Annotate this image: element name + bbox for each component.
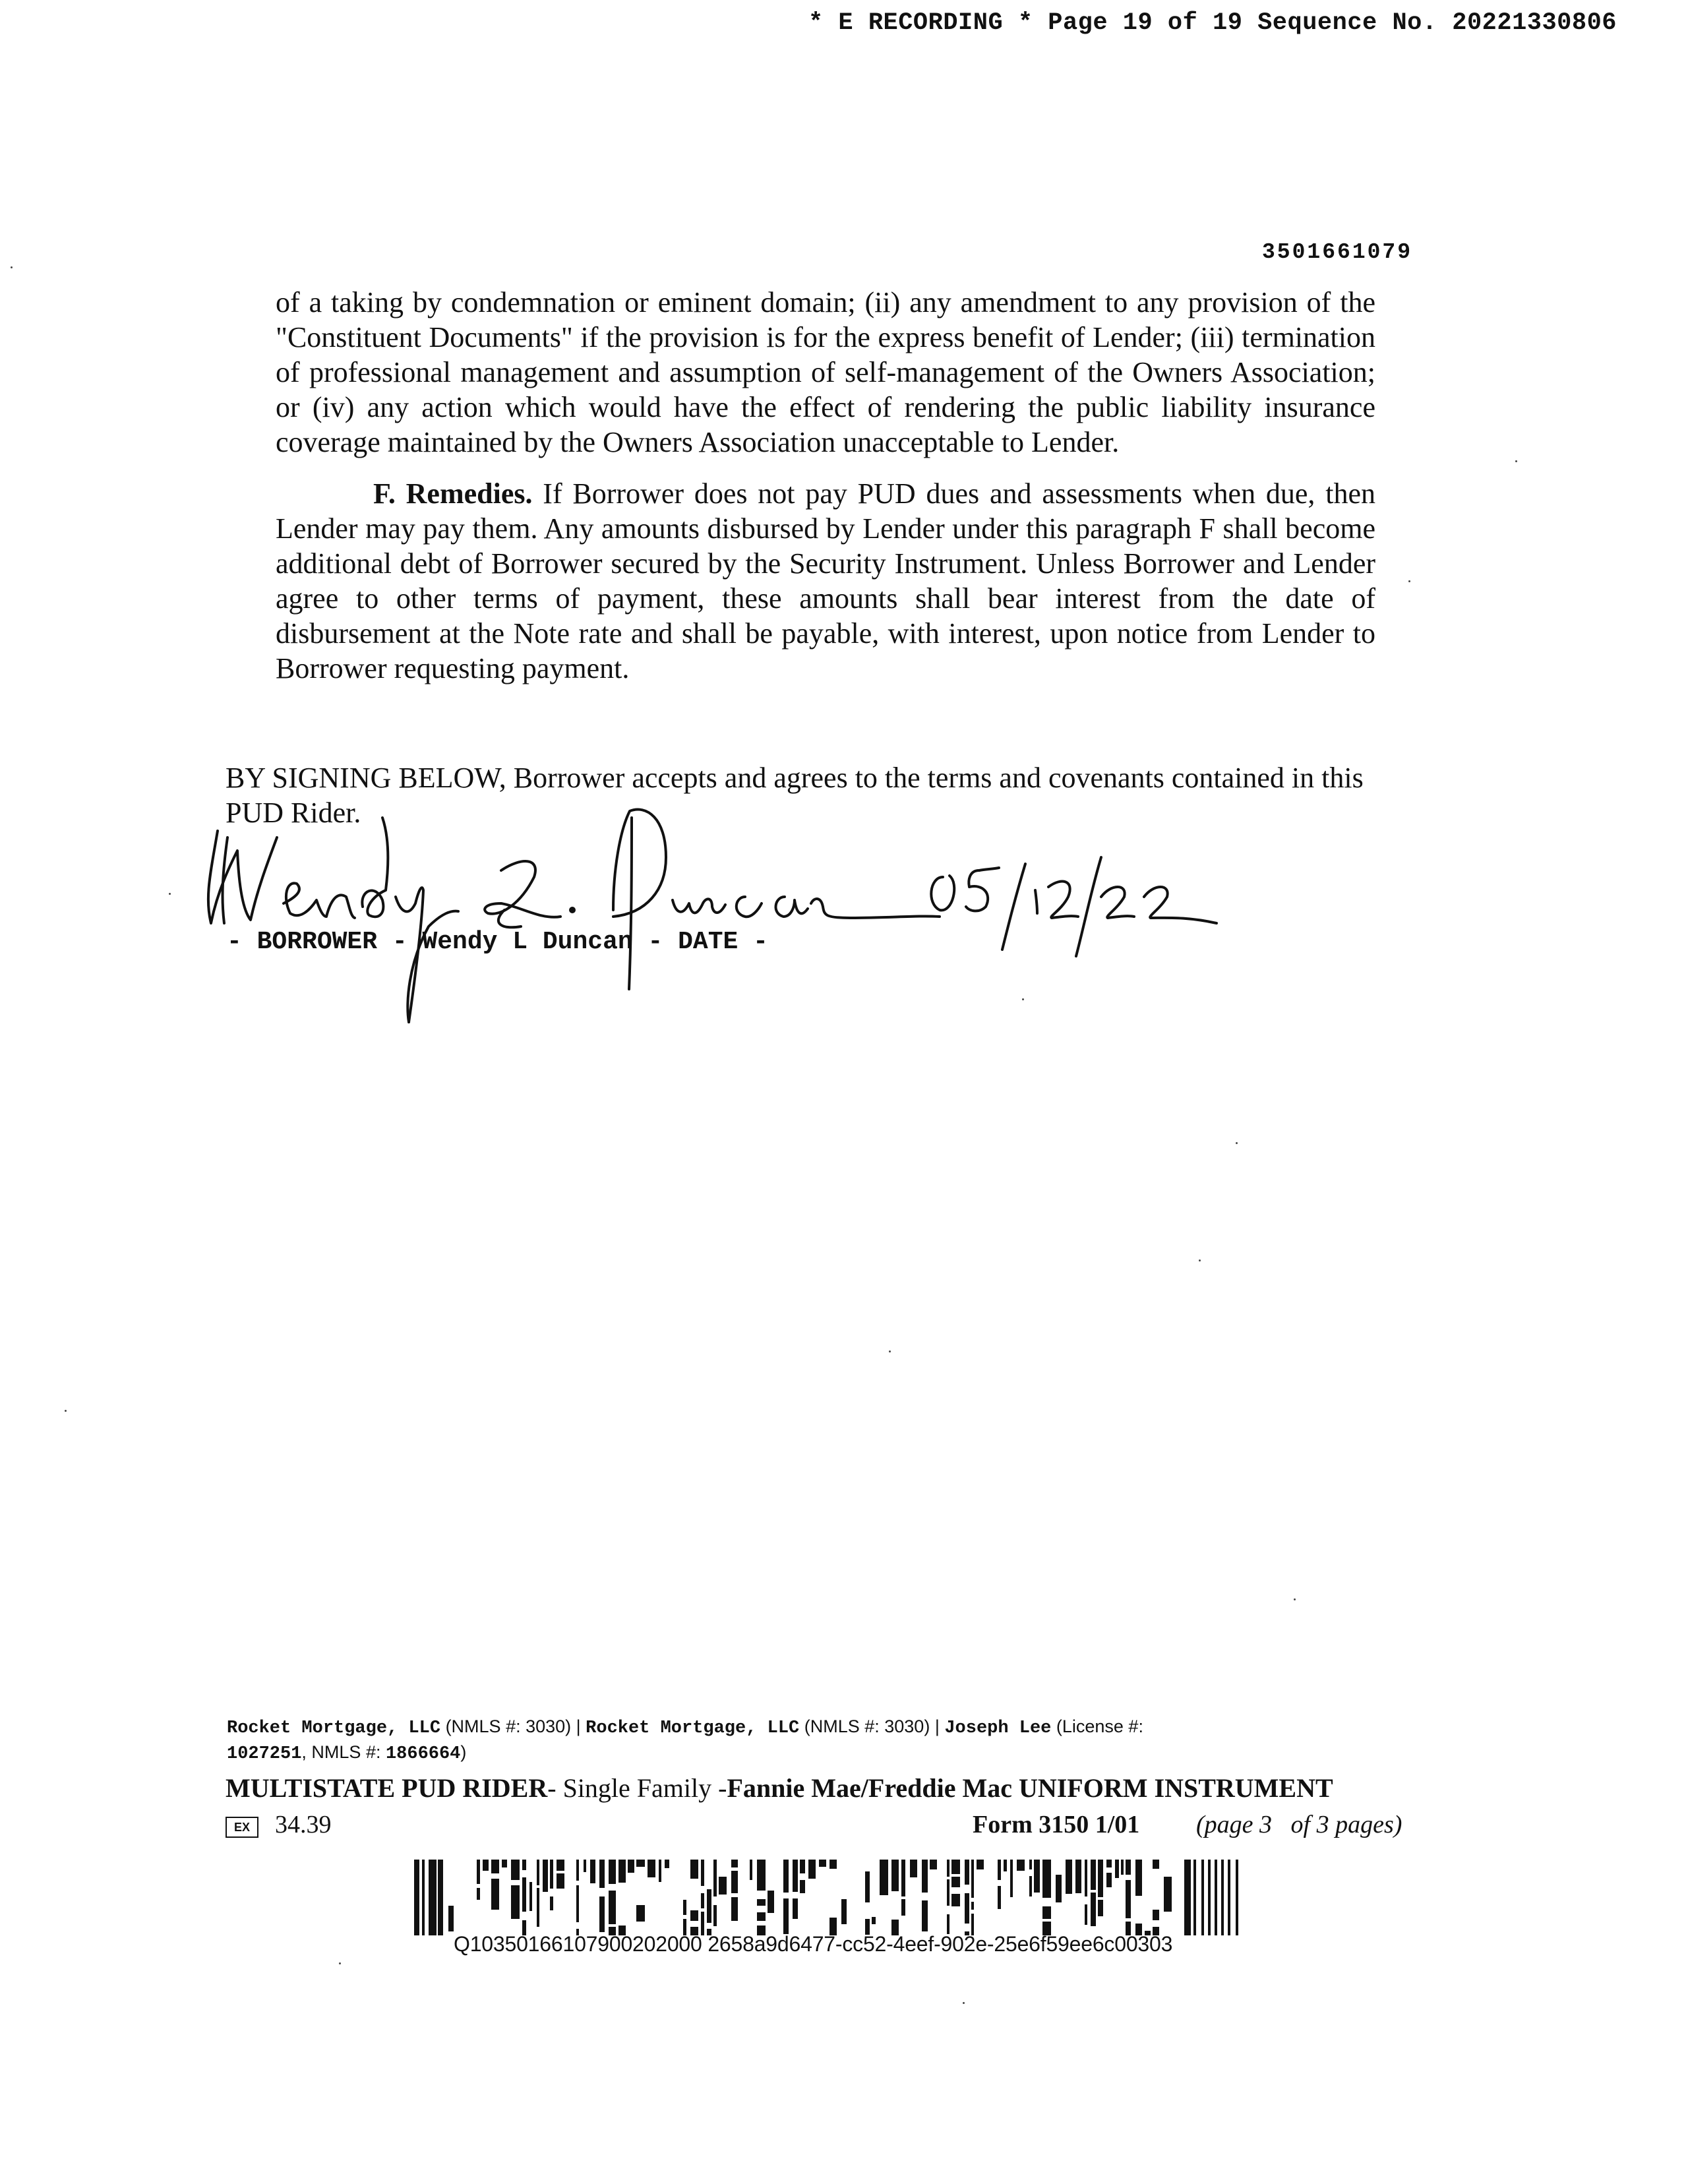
recording-header: * E RECORDING * Page 19 of 19 Sequence No. 20221330806 <box>808 9 1617 37</box>
barcode-module <box>1121 1860 1124 1875</box>
barcode-module <box>618 1860 626 1883</box>
barcode-module <box>550 1896 553 1910</box>
barcode-module <box>1017 1860 1025 1871</box>
form-title-main: MULTISTATE PUD RIDER <box>226 1773 548 1803</box>
paragraph-continuation: of a taking by condemnation or eminent domain; (ii) any amendment to any provision of the "Constituent Documents" if the provision is for the express benefit of Lender; (iii) termination of professional management and assumption of self-management of the Owners Association; or (iv) any action which would have the effect of rendering the public liability insurance coverage maintained by the Owners Association unacceptable to Lender. <box>276 286 1375 458</box>
barcode-module <box>800 1860 805 1873</box>
scan-speck <box>1294 1598 1296 1600</box>
barcode-module <box>636 1905 645 1922</box>
barcode-module <box>977 1860 984 1869</box>
form-title-instrument: Fannie Mae/Freddie Mac UNIFORM INSTRUMENT <box>727 1773 1333 1803</box>
barcode-module <box>971 1860 974 1898</box>
barcode-module <box>757 1860 766 1891</box>
barcode-module <box>800 1880 805 1893</box>
barcode-module <box>707 1889 711 1923</box>
barcode-module <box>998 1860 1001 1880</box>
barcode-module <box>511 1860 520 1880</box>
scan-speck <box>1408 580 1410 582</box>
barcode-module <box>951 1894 960 1906</box>
barcode-module <box>1085 1904 1087 1925</box>
barcode-module <box>557 1873 564 1889</box>
barcode-module <box>1085 1860 1087 1896</box>
barcode-module <box>910 1860 917 1877</box>
barcode-module <box>576 1885 579 1922</box>
barcode-module <box>491 1879 499 1910</box>
barcode-module <box>628 1860 634 1873</box>
barcode-module <box>1208 1860 1211 1935</box>
barcode-module <box>511 1885 520 1919</box>
barcode-module <box>872 1917 876 1924</box>
barcode-module <box>683 1900 686 1915</box>
barcode-module <box>434 1860 437 1935</box>
officer-license-label: (License #: <box>1051 1716 1143 1736</box>
ex-logo: EX <box>226 1817 258 1838</box>
barcode-module <box>1106 1860 1112 1867</box>
barcode-module <box>1091 1860 1096 1890</box>
barcode-module <box>1153 1860 1159 1869</box>
barcode-module <box>731 1897 738 1921</box>
scan-speck <box>1236 1142 1238 1144</box>
form-code: 34.39 <box>275 1811 332 1838</box>
barcode-module <box>690 1860 698 1879</box>
remedies-heading: F. Remedies. <box>373 477 533 510</box>
barcode-module <box>947 1914 950 1934</box>
document-barcode <box>414 1860 1245 1935</box>
barcode-module <box>947 1860 950 1877</box>
barcode-module <box>543 1860 548 1892</box>
barcode-module <box>1236 1860 1238 1935</box>
barcode-module <box>901 1899 905 1916</box>
page-indicator: (page 3 of 3 pages) <box>1196 1811 1402 1838</box>
barcode-module <box>719 1877 727 1895</box>
barcode-module <box>1056 1875 1062 1902</box>
barcode-module <box>757 1899 766 1906</box>
barcode-module <box>841 1899 847 1924</box>
barcode-module <box>713 1860 717 1896</box>
officer-close: ) <box>460 1742 467 1762</box>
barcode-module <box>502 1860 507 1867</box>
barcode-module <box>750 1860 752 1880</box>
officer-name: Joseph Lee <box>944 1718 1052 1738</box>
barcode-module <box>648 1860 655 1877</box>
barcode-module <box>1221 1860 1224 1935</box>
barcode-module <box>998 1886 1001 1909</box>
barcode-module <box>701 1860 704 1886</box>
barcode-module <box>491 1860 499 1873</box>
company-name: Rocket Mortgage, LLC <box>227 1718 441 1738</box>
officer-nmls-label: , NMLS #: <box>301 1742 386 1762</box>
barcode-module <box>865 1871 870 1902</box>
originator-info <box>227 1714 1401 1766</box>
barcode-module <box>1228 1860 1230 1935</box>
barcode-module <box>819 1860 826 1867</box>
barcode-module <box>1034 1860 1040 1893</box>
barcode-module <box>1098 1900 1103 1916</box>
barcode-module <box>590 1860 595 1883</box>
company-nmls: (NMLS #: 3030) | <box>799 1716 945 1736</box>
signing-statement: BY SIGNING BELOW, Borrower accepts and agrees to the terms and covenants contained in this PUD Rider. <box>226 762 1364 829</box>
barcode-module <box>1153 1910 1159 1920</box>
remedies-text: If Borrower does not pay PUD dues and assessments when due, then Lender may pay them. Any amounts disbursed by Lender under this paragraph F shall become additional debt of Borrower secured by the Security Instrument. Unless Borrower and Lender agree to other terms of payment, these amounts shall bear interest from the date of disbursement at the Note rate and shall be payable, with interest, upon notice from Lender to Borrower requesting payment. <box>276 477 1375 684</box>
barcode-module <box>1184 1860 1191 1935</box>
barcode-module <box>731 1860 738 1867</box>
barcode-module <box>414 1860 419 1935</box>
barcode-module <box>1091 1893 1096 1926</box>
officer-nmls-number: 1866664 <box>385 1744 461 1764</box>
loan-number: 3501661079 <box>1262 240 1413 264</box>
barcode-module <box>1075 1860 1081 1893</box>
barcode-module <box>429 1860 434 1935</box>
barcode-module <box>971 1902 974 1910</box>
scan-speck <box>339 1962 341 1964</box>
scan-speck <box>65 1410 67 1412</box>
barcode-module <box>1106 1873 1112 1887</box>
form-footer <box>226 1810 1426 1843</box>
barcode-module <box>1042 1906 1051 1919</box>
barcode-module <box>1115 1860 1119 1878</box>
barcode-module <box>477 1888 480 1900</box>
barcode-module <box>483 1860 489 1871</box>
barcode-module <box>922 1860 928 1893</box>
barcode-text: Q10350166107900202000 2658a9d6477-cc52-4eef-902e-25e6f59ee6c00303 <box>454 1932 1173 1956</box>
barcode-module <box>1029 1876 1032 1896</box>
scan-speck <box>1022 998 1024 1000</box>
barcode-module <box>1029 1860 1032 1869</box>
barcode-module <box>1126 1880 1131 1918</box>
barcode-module <box>609 1860 616 1884</box>
barcode-module <box>522 1860 526 1870</box>
barcode-module <box>477 1860 480 1884</box>
scan-speck <box>963 2002 965 2004</box>
barcode-module <box>880 1860 888 1895</box>
barcode-module <box>783 1898 789 1934</box>
barcode-module <box>783 1860 789 1893</box>
barcode-module <box>1135 1860 1142 1896</box>
barcode-module <box>951 1860 960 1874</box>
barcode-module <box>1042 1860 1051 1898</box>
barcode-module <box>768 1891 774 1913</box>
barcode-module <box>438 1860 443 1935</box>
barcode-module <box>599 1860 605 1888</box>
company-name: Rocket Mortgage, LLC <box>586 1718 800 1738</box>
barcode-module <box>1004 1860 1007 1871</box>
barcode-module <box>690 1910 698 1921</box>
barcode-module <box>793 1860 798 1892</box>
barcode-module <box>550 1860 553 1889</box>
barcode-module <box>922 1900 928 1931</box>
signature-caption: - BORROWER - Wendy L Duncan - DATE - <box>227 928 768 956</box>
barcode-module <box>965 1893 969 1924</box>
barcode-module <box>1126 1860 1131 1875</box>
officer-license-number: 1027251 <box>227 1744 302 1764</box>
company-nmls: (NMLS #: 3030) | <box>440 1716 586 1736</box>
barcode-module <box>947 1879 950 1906</box>
scan-speck <box>1199 1259 1201 1261</box>
form-number: Form 3150 1/01 <box>973 1811 1140 1838</box>
barcode-module <box>522 1877 526 1912</box>
barcode-module <box>537 1888 539 1927</box>
barcode-module <box>951 1877 960 1887</box>
form-title-mid: - Single Family - <box>547 1773 727 1803</box>
barcode-module <box>965 1860 969 1885</box>
barcode-module <box>599 1896 605 1932</box>
scan-speck <box>889 1350 891 1352</box>
barcode-module <box>609 1891 616 1924</box>
barcode-module <box>1164 1877 1172 1912</box>
barcode-module <box>701 1893 704 1908</box>
form-title <box>226 1773 1333 1804</box>
barcode-module <box>636 1860 645 1867</box>
barcode-module <box>665 1860 669 1868</box>
barcode-module <box>793 1898 798 1919</box>
barcode-module <box>808 1860 816 1879</box>
barcode-module <box>1098 1860 1103 1897</box>
barcode-module <box>1201 1860 1204 1935</box>
barcode-module <box>584 1860 586 1872</box>
remedies-paragraph <box>276 476 1375 686</box>
barcode-module <box>930 1860 937 1869</box>
handwritten-signature <box>191 791 1220 1029</box>
scan-speck <box>11 266 13 268</box>
barcode-module <box>901 1860 905 1896</box>
barcode-module <box>1066 1860 1072 1894</box>
barcode-module <box>537 1860 539 1885</box>
barcode-module <box>448 1906 454 1931</box>
barcode-module <box>1193 1860 1196 1935</box>
barcode-module <box>829 1860 837 1869</box>
scan-speck <box>169 893 171 895</box>
barcode-module <box>1010 1860 1013 1897</box>
barcode-module <box>557 1860 564 1871</box>
barcode-module <box>731 1871 738 1893</box>
barcode-module <box>757 1912 766 1921</box>
barcode-module <box>891 1860 899 1891</box>
barcode-module <box>529 1882 532 1911</box>
scan-speck <box>1515 460 1517 462</box>
barcode-module <box>713 1905 717 1926</box>
barcode-module <box>1215 1860 1217 1935</box>
barcode-module <box>576 1860 579 1881</box>
barcode-module <box>422 1860 425 1935</box>
barcode-module <box>659 1860 661 1882</box>
